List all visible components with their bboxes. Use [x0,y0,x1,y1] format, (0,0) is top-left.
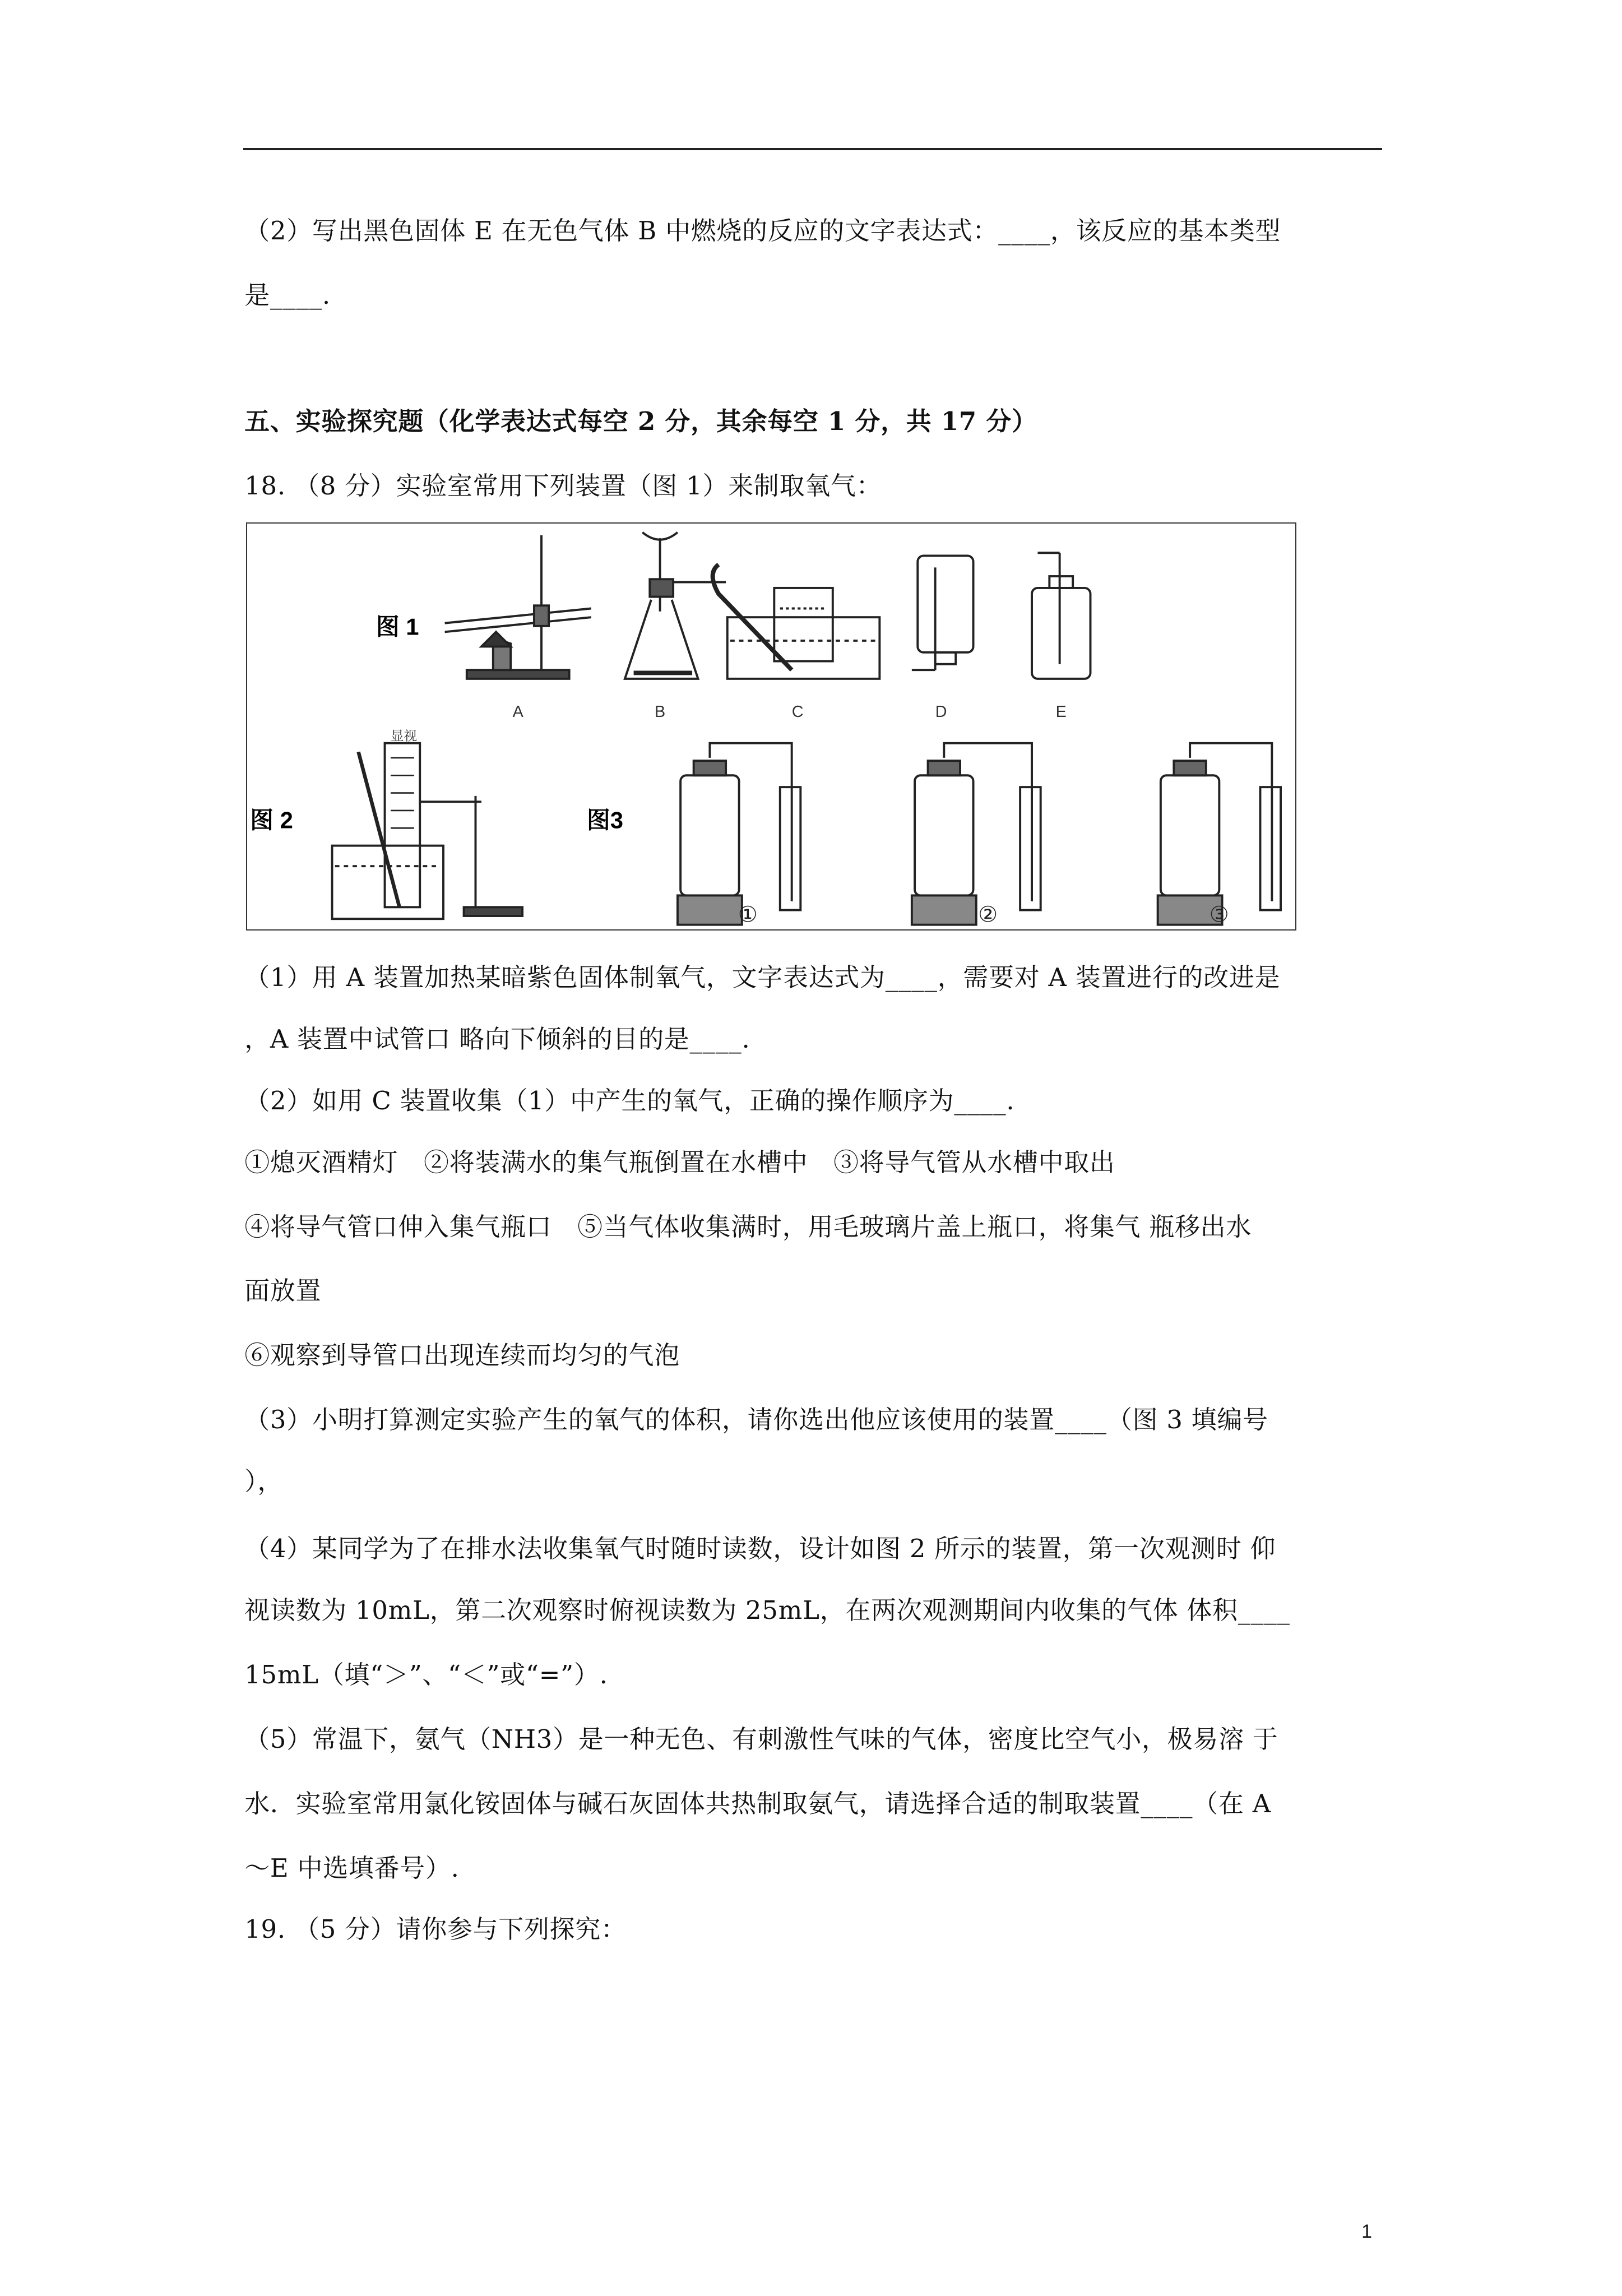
fig2-note: 显视 [390,729,417,744]
apparatus-b [625,533,726,679]
q19-heading: 19. （5 分）请你参与下列探究： [244,1914,627,1945]
q18-part5-line2: 水．实验室常用氯化铵固体与碱石灰固体共热制取氨气，请选择合适的制取装置____（在 A [244,1788,1271,1818]
figure3-setup-1 [678,743,800,925]
apparatus-c [712,565,879,679]
section5-heading: 五、实验探究题（化学表达式每空 2 分，其余每空 1 分，共 17 分） [244,406,1037,436]
fig2-label: 图 2 [250,807,293,834]
apparatus-a [444,535,591,679]
q18-part5-line1: （5）常温下，氨气（NH3）是一种无色、有刺激性气味的气体，密度比空气小，极易溶 于 [244,1724,1278,1754]
q17-part2-line1: （2）写出黑色固体 E 在无色气体 B 中燃烧的反应的文字表达式：____，该反应的基本类型 [244,216,1281,246]
fig3-label: 图3 [586,807,623,834]
option-6: ⑥观察到导管口出现连续而均匀的气泡 [244,1340,680,1371]
label-e: E [1055,703,1067,721]
q18-part5-line3: ～E 中选填番号）. [244,1853,460,1883]
q18-part2: （2）如用 C 装置收集（1）中产生的氧气，正确的操作顺序为____. [244,1085,1015,1115]
figure3-setup-3 [1157,743,1280,925]
q17-part2-line2: 是____. [244,280,331,311]
q18-part3-line2: ）， [244,1466,284,1496]
label-b: B [654,703,665,721]
q18-part4-line2: 视读数为 10mL，第二次观察时俯视读数为 25mL，在两次观测期间内收集的气体 体积____ [244,1595,1290,1625]
q18-heading: 18. （8 分）实验室常用下列装置（图 1）来制取氧气： [244,470,882,501]
q18-part3-line1: （3）小明打算测定实验产生的氧气的体积，请你选出他应该使用的装置____（图 3 填编号 [244,1405,1268,1435]
options-4-5-line2: 面放置 [244,1276,322,1306]
apparatus-e [1032,553,1090,679]
q18-part1-line2: ，A 装置中试管口 略向下倾斜的目的是____. [244,1024,750,1054]
fig1-label: 图 1 [376,613,419,640]
header-rule [243,148,1382,150]
fig3-label-1: ① [738,902,758,927]
label-a: A [512,703,523,721]
q18-part4-line3: 15mL（填“＞”、“＜”或“=”）. [244,1659,608,1689]
fig3-label-3: ③ [1209,902,1229,927]
q18-part4-line1: （4）某同学为了在排水法收集氧气时随时读数，设计如图 2 所示的装置，第一次观测时 仰 [244,1534,1276,1564]
page-number: 1 [1361,2221,1373,2243]
label-c: C [791,703,804,721]
label-d: D [935,703,947,721]
fig3-label-2: ② [977,902,998,927]
apparatus-d [912,556,974,670]
options-4-5-line1: ④将导气管口伸入集气瓶口 ⑤当气体收集满时，用毛玻璃片盖上瓶口，将集气 瓶移出水 [244,1211,1252,1242]
figure2-apparatus [332,729,522,919]
q18-part1-line1: （1）用 A 装置加热某暗紫色固体制氧气，文字表达式为____，需要对 A 装置进行的改进是 [244,962,1281,993]
apparatus-figure [246,522,1296,931]
figure3-setup-2 [912,743,1041,925]
options-1-3: ①熄灭酒精灯 ②将装满水的集气瓶倒置在水槽中 ③将导气管从水槽中取出 [244,1147,1115,1177]
